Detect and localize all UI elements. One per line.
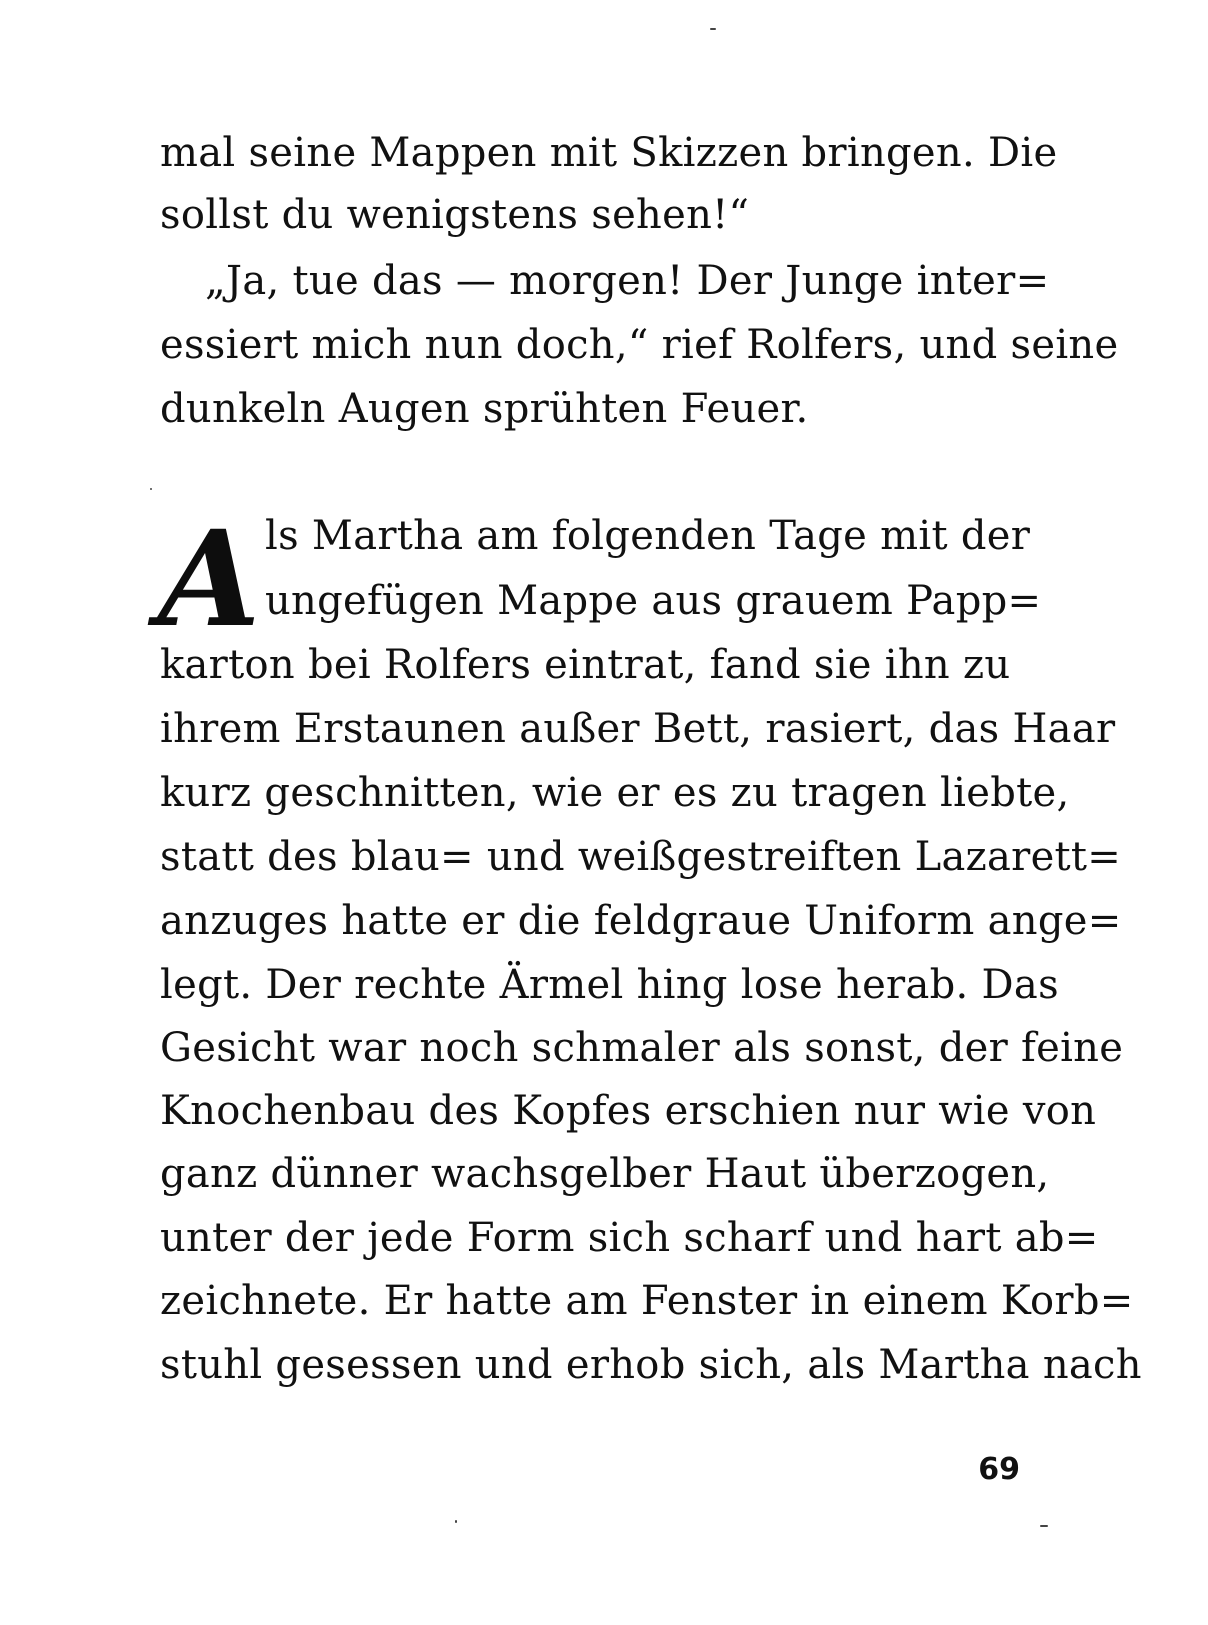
text-line: stuhl gesessen und erhob sich, als Martha nach <box>160 1342 1142 1388</box>
text-line: Gesicht war noch schmaler als sonst, der feine <box>160 1025 1124 1071</box>
drop-cap: A <box>158 502 261 657</box>
text-line: „Ja, tue das — morgen! Der Junge inter= <box>205 258 1050 304</box>
page-number: 69 <box>978 1452 1020 1487</box>
text-line: ungefügen Mappe aus grauem Papp= <box>265 578 1042 624</box>
text-line: dunkeln Augen sprühten Feuer. <box>160 386 809 432</box>
text-line: anzuges hatte er die feldgraue Uniform ange= <box>160 898 1122 944</box>
text-line: kurz geschnitten, wie er es zu tragen liebte, <box>160 770 1070 816</box>
text-line: Knochenbau des Kopfes erschien nur wie von <box>160 1088 1097 1134</box>
text-line: sollst du wenigstens sehen!“ <box>160 192 750 238</box>
text-line: legt. Der rechte Ärmel hing lose herab. Das <box>160 962 1059 1008</box>
text-line: essiert mich nun doch,“ rief Rolfers, und seine <box>160 322 1119 368</box>
text-line: mal seine Mappen mit Skizzen bringen. Die <box>160 130 1058 176</box>
text-line: statt des blau= und weißgestreiften Lazarett= <box>160 834 1122 880</box>
text-line: ihrem Erstaunen außer Bett, rasiert, das Haar <box>160 706 1116 752</box>
scan-speck <box>710 28 716 30</box>
text-line: unter der jede Form sich scharf und hart ab= <box>160 1215 1099 1261</box>
text-line: karton bei Rolfers eintrat, fand sie ihn zu <box>160 642 1011 688</box>
scan-speck <box>1040 1525 1048 1527</box>
text-line: ganz dünner wachsgelber Haut überzogen, <box>160 1151 1050 1197</box>
scan-speck <box>150 488 152 490</box>
text-line: zeichnete. Er hatte am Fenster in einem Korb= <box>160 1278 1134 1324</box>
text-line: ls Martha am folgenden Tage mit der <box>265 513 1031 559</box>
scan-speck <box>455 1520 457 1523</box>
